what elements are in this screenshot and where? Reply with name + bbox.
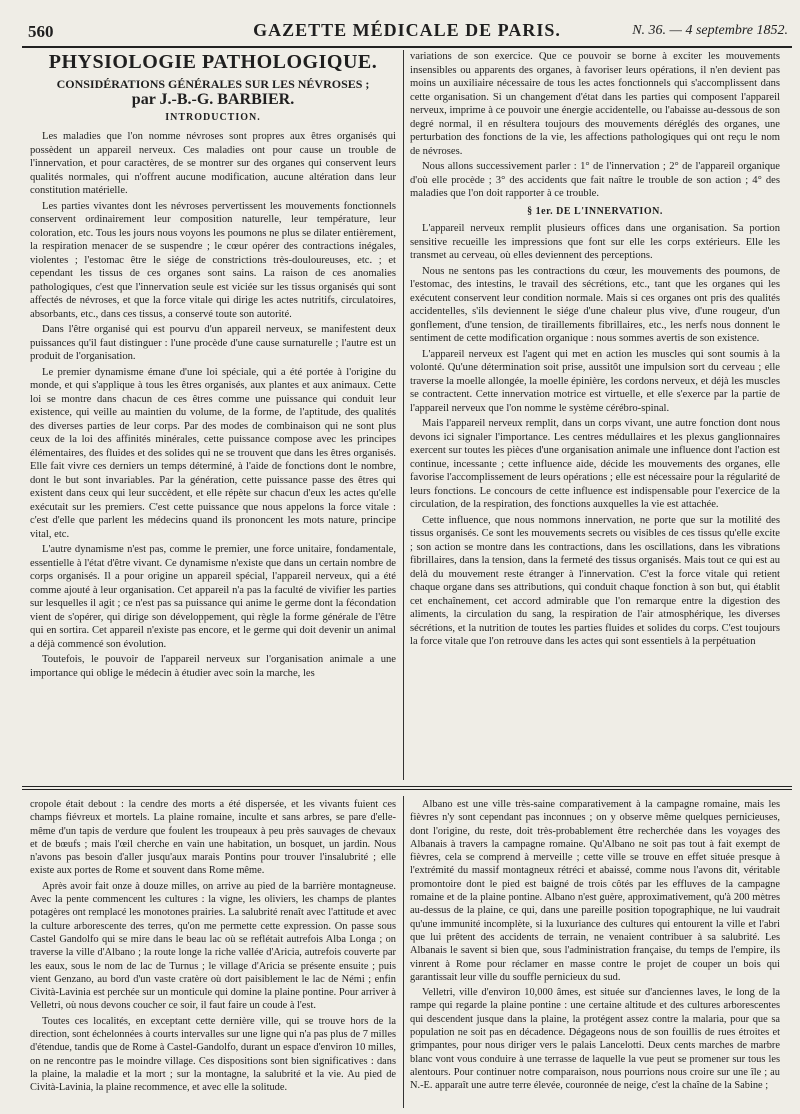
feuilleton-divider xyxy=(403,796,404,1108)
paragraph: Velletri, ville d'environ 10,000 âmes, est située sur d'anciennes laves, le long de la rampe qui regarde la plaine pontine : une certaine altitude et des cultures arborescentes qui descendent jusque dans la plaine, la protégent assez contre la malaria, pour que sa population ne soit pas en décadence. Dégageons nous de son fouillis de rues étroites et grimpantes, pour nous diriger vers le palais Lancelotti. Deux cents marches de marbre blanc vont vous conduire à une terrasse de laquelle la vue peut se promener sur tous les alentours. Pour continuer notre comparaison, nous pourrions nous croire sur une île ; au N.-E. apparaît une autre terre élevée, couronnée de neige, c'est la chaîne de la Sabine ; xyxy=(410,987,780,1092)
paragraph: Cette influence, que nous nommons innervation, ne porte que sur la motilité des tissus organisés. Ce sont les mouvements secrets ou visibles de ces tissus qu'elle excite ; son action se montre dans les contractions, dans les oscillations, dans les vibrations fibrillaires, dans la tension, dans la fermeté des tissus organisés. Mais tout ce qui est au delà du mouvement reste étranger à l'innervation. C'est la force vitale qui retient chaque organe dans ses attributions, qui conduit chaque fonction à son but, qui établit cet enchaînement, cet accord admirable que l'on remarque entre la digestion des aliments, la circulation du sang, la respiration de l'air atmosphérique, les diverses sécrétions, et la nutrition de toutes les parties fluides et solides du corps. C'est toujours la force vitale que l'on retrouve dans les actes qui sont essentiels à la perpétuation xyxy=(410,514,780,647)
paragraph: Le premier dynamisme émane d'une loi spéciale, qui a été portée à l'origine du monde, et qui s'applique à tous les êtres organisés, aux plantes et aux animaux. Cette loi se montre dans chacun de ces êtres comme une puissance qui conduit leur existence, qui veille au maintien du volume, de la forme, de l'aptitude, des qualités des diverses parties de leur corps. Par des modes de combinaison qui ne sont plus ceux de la loi des affinités minérales, cette puissance compose avec les principes élémentaires, des fluides et des solides qui ne se trouvent que dans les êtres organisés. Elle fait vivre ces derniers un temps déterminé, à l'aide de fonctions dont le nombre, dont le but sont invariables. Par la génération, cette puissance passe des êtres qui existent dans ceux qui leur succèdent, et elle répète sur chacun d'eux les actes qu'elle exécutait sur les premiers. C'est cette puissance que nous appelons la force vitale : c'est d'elle que parlent les médecins quand ils prononcent les mots nature, principe vital, etc. xyxy=(30,366,396,540)
section-heading: § 1er. DE L'INNERVATION. xyxy=(527,205,663,217)
feuilleton-right-column xyxy=(410,798,780,1106)
feuilleton-left-column xyxy=(30,798,396,1106)
paragraph: variations de son exercice. Que ce pouvoir se borne à exciter les mouvements insensibles ou apparents des organes, à favoriser leurs opérations, il n'en devient pas moins un auxiliaire nécessaire de tous les actes fonctionnels qui s'accomplissent dans cette organisation. Si un changement d'état dans les parties qui composent l'appareil nerveux, imprime à ce pouvoir une énergie accidentelle, ou l'abaisse au-dessous de son degré normal, il en résultera toujours des mouvements déréglés des organes, une perturbation des fonctions de la vie, les affections pathologiques qui ont reçu le nom de névroses. xyxy=(410,51,780,157)
issue-info: N. 36. — 4 septembre 1852. xyxy=(632,23,788,38)
paragraph: Après avoir fait onze à douze milles, on arrive au pied de la barrière montagneuse. Avec la pente commencent les cultures : la vigne, les oliviers, les champs de plantes potagères ont remplacé les monotones prairies. La salubrité renaît avec l'attitude et avec la culture arborescente des terres, qu'on me permette cette expression. On passe sous Castel Gandolfo qui se mire dans le beau lac où se reflétait autrefois Alba Longa ; on traverse la ville d'Albano ; la route longe la riche vallée d'Aricia, autrefois couverte par les eaux, sous le nom de lac de Turnus ; le village d'Aricia se présente ensuite ; puis vient Genzano, au bord d'un vaste cratère où dort paisiblement le lac de Némi ; enfin Cività-Lavinia est perchée sur un monticule qui domine la plaine pontine. Pour arriver à Velletri, où nous devons coucher ce soir, il faut faire un coude à l'est. xyxy=(30,880,396,1012)
paragraph: cropole était debout : la cendre des morts a été dispersée, et les vivants fuient ces champs fiévreux et mortels. La plaine romaine, inculte et sans arbres, se pare d'elle-même d'un tapis de verdure que foulent les troupeaux à peu près sauvages de chevaux et de bœufs ; mais l'œil cherche en vain une habitation, un bosquet, un jardin. Nous n'avons pas besoin d'aller jusqu'aux marais Pontins pour trouver l'insalubrité ; elle existe aux portes de Rome et souvent dans Rome même. xyxy=(30,799,396,877)
article-subtitle: CONSIDÉRATIONS GÉNÉRALES SUR LES NÉVROSES ; xyxy=(56,76,370,91)
header-rule xyxy=(22,46,792,48)
paragraph: Mais l'appareil nerveux remplit, dans un corps vivant, une autre fonction dont nous devons ici signaler l'importance. Les centres médullaires et les plexus ganglionnaires exercent sur toutes les pièces d'une organisation animale une influence dont l'action est continue, incessante ; cette influence aide, décide les mouvements des organes, elle favorise l'accomplissement de leurs opérations ; elle est nécessaire pour la régularité de leurs fonctions. Le concours de cette influence est indispensable pour l'exercice de la circulation, de la respiration, des fonctions auxquelles la vie est attachée. xyxy=(410,418,780,510)
paragraph: Les maladies que l'on nomme névroses sont propres aux êtres organisés qui possèdent un appareil nerveux. Ces maladies ont pour cause un trouble de l'innervation, et pour caractères, de se montrer sur des organes qui conservent leurs qualités normales, qui n'offrent aucune modification, aucune altération dans leur constitution matérielle. xyxy=(30,131,396,196)
introduction-heading: INTRODUCTION. xyxy=(165,111,261,123)
page-number: 560 xyxy=(28,22,54,41)
feuilleton-rule-bottom xyxy=(22,789,792,790)
column-divider xyxy=(403,50,404,780)
paragraph: L'appareil nerveux remplit plusieurs offices dans une organisation. Sa portion sensitive recueille les impressions que font sur elle les corps extérieurs. Elle les transmet au cerveau, où elles deviennent des perceptions. xyxy=(410,223,780,261)
paragraph: L'autre dynamisme n'est pas, comme le premier, une force unitaire, fondamentale, essentielle à l'état d'être vivant. Ce dynamisme n'existe que dans un certain nombre de corps organisés. Il a pour origine un appareil spécial, l'appareil nerveux, qui a été comme ajouté à leur organisation. Cet appareil n'a pas la faculté de vivifier les parties sur lesquelles il agit ; ce n'est pas sa puissance qui anime le germe dont la fécondation vient de s'opérer, qui dirige son développement, qui règle la forme générale de l'être qui en sortira. Cet appareil n'existe pas encore, et le germe qui doit devenir un animal a déjà commencé son évolution. xyxy=(30,544,396,650)
article-author: par J.-B.-G. BARBIER. xyxy=(131,91,295,108)
article-left-column xyxy=(30,50,396,780)
page-header xyxy=(22,14,792,44)
article-title: PHYSIOLOGIE PATHOLOGIQUE. xyxy=(48,51,378,73)
paragraph: Albano est une ville très-saine comparativement à la campagne romaine, mais les fièvres n'y sont cependant pas inconnues ; on y observe même quelques pernicieuses, dont l'origine, du reste, doit très-probablement être recherchée dans les voyages des Albanais à travers la campagne romaine. Qu'Albano ne soit pas tout à fait exempt de fièvres, cela se comprend à merveille ; cette ville se trouve en effet située presque à l'extrémité du massif montagneux rétréci et abaissé, comme nous l'avons dit, véritable promontoire dont le pied est baigné de trois côtés par les effluves de la campagne romaine et de la plaine pontine. Albano n'est guère, approximativement, qu'à 200 mètres au-dessus de la plaine, ce qui, dans une pareille position topographique, ne lui vaudrait qu'une immunité incomplète, si la luxuriance des cultures qui entourent la ville et l'abri que lui prêtent des accidents de terrain, ne venaient contribuer à sa salubrité. Les Albanais le savent si bien que, sous l'administration française, du temps de l'empire, ils vinrent à Rome pour réclamer en masse contre le projet de couper un bois qui garantissait leur ville du souffle pernicieux du sud. xyxy=(410,799,780,983)
paragraph: L'appareil nerveux est l'agent qui met en action les muscles qui sont soumis à la volonté. Qu'une détermination soit prise, aussitôt une impulsion sort du cerveau ; elle traverse la moelle allongée, la moelle épinière, les cordons nerveux, et déjà les muscles se contractent. Cette innervation motrice est virtuelle, et elle s'exerce par la partie de l'appareil nerveux que l'on nomme le système cérébro-spinal. xyxy=(410,348,780,414)
paragraph: Nous allons successivement parler : 1° de l'innervation ; 2° de l'appareil organique d'où elle procède ; 3° des accidents que fait naître le trouble de son action ; 4° des maladies que l'on doit rapporter à ce trouble. xyxy=(410,161,780,199)
paragraph: Les parties vivantes dont les névroses pervertissent les mouvements fonctionnels conservent ordinairement leur composition naturelle, leur température, leur coloration, etc. Tous les jours nous voyons les poumons ne plus se dilater entièrement, la respiration menacer de se suspendre ; le cœur opérer des contractions inégales, violentes ; l'estomac être le siége de constrictions très-douloureuses, etc. ; et cependant les tissus de ces organes sont sains. La raison de ces anomalies pathologiques, c'est que l'innervation seule est viciée sur les tissus organisés qui sont affectés de névroses, et que la force vitale qui dirige les actes nutritifs, circulatoires, absorbants, etc., dans ces tissus, a conservé toute son autorité. xyxy=(30,200,396,320)
paragraph: Toutefois, le pouvoir de l'appareil nerveux sur l'organisation animale a une importance qui oblige le médecin à étudier avec soin la marche, les xyxy=(30,654,396,679)
paragraph: Dans l'être organisé qui est pourvu d'un appareil nerveux, se manifestent deux puissances qu'il faut distinguer : l'une procède d'une cause surnaturelle ; l'autre est un produit de l'organisation. xyxy=(30,324,396,362)
journal-title: GAZETTE MÉDICALE DE PARIS. xyxy=(253,20,561,40)
feuilleton-rule-top xyxy=(22,786,792,787)
article-right-column xyxy=(410,50,780,780)
paragraph: Toutes ces localités, en exceptant cette dernière ville, qui se trouve hors de la direction, sont échelonnées à courts intervalles sur une ligne qui n'a pas plus de 7 milles d'étendue, tandis que de Rome à Castel-Gandolfo, durant un espace d'environ 10 milles, on ne rencontre pas le moindre village. Ces dispositions sont bien significatives : dans la plaine, la maladie et la mort ; sur la montagne, la salubrité et la vie. Au pied de Cività-Lavinia, la plaine recommence, et avec elle la solitude. xyxy=(30,1015,396,1094)
paragraph: Nous ne sentons pas les contractions du cœur, les mouvements des poumons, de l'estomac, des intestins, le travail des sécrétions, etc., tant que les organes qui les exécutent conservent leur condition normale. Mais si ces organes ont pris des qualités accidentelles, s'ils deviennent le siége d'une chaleur plus vive, d'une rougeur, d'un gonflement, d'une tension, de tiraillements fibrillaires, etc., les nerfs nous donnent le sentiment de cette modification organique : nous sommes avertis de son existence. xyxy=(410,265,780,344)
